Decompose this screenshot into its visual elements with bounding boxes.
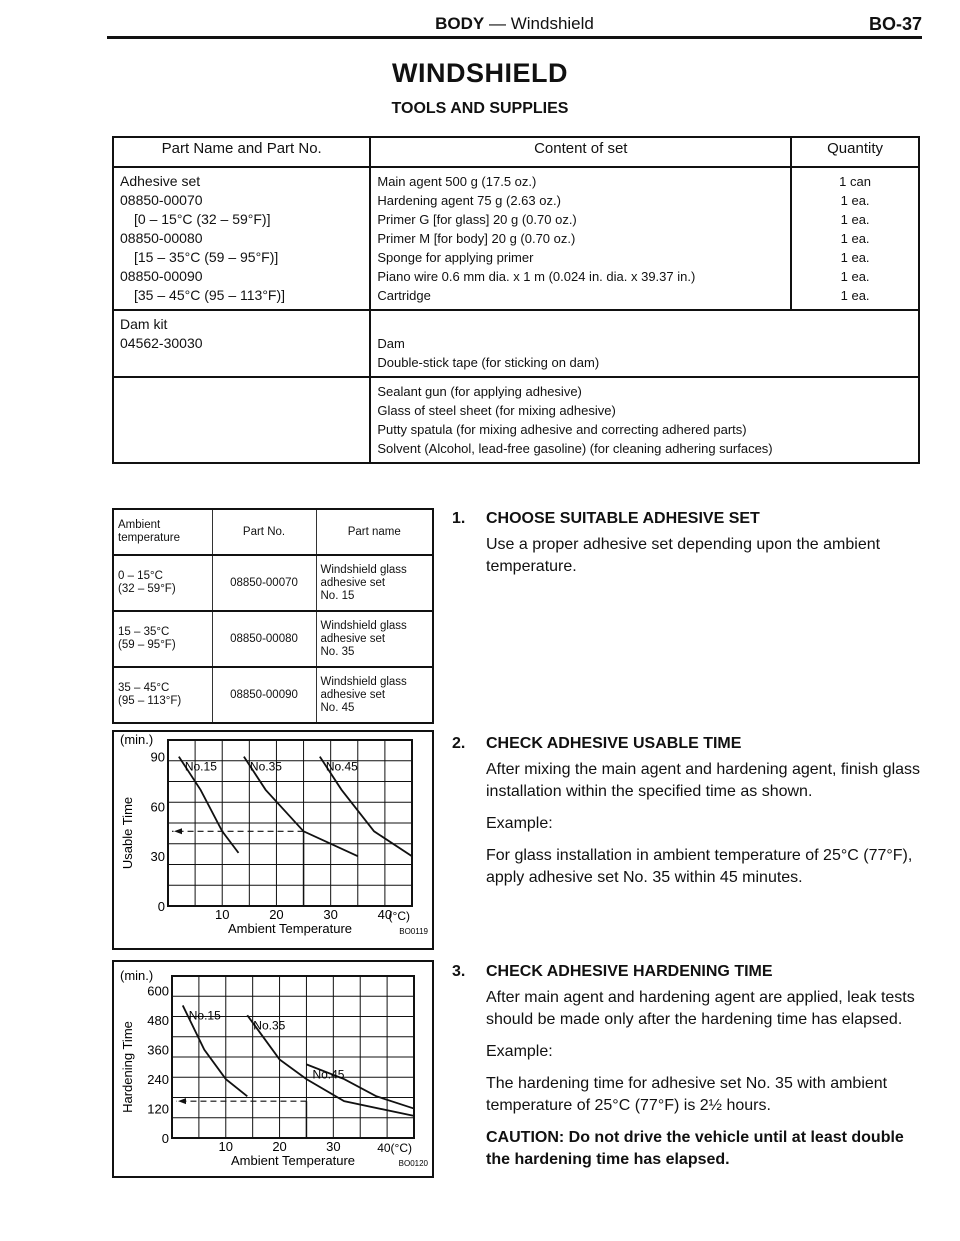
x-unit-label: 40(°C)	[377, 1141, 412, 1155]
ambient-table-box	[112, 508, 434, 724]
step-paragraph: Example:	[486, 815, 553, 832]
series-label: No.35	[253, 1018, 286, 1033]
y-tick-label: 120	[147, 1101, 169, 1117]
temp-celsius: 35 – 45°C	[118, 682, 170, 694]
part-line: 08850-00070	[120, 192, 203, 208]
content-line: Double-stick tape (for sticking on dam)	[377, 355, 600, 370]
content-line: Hardening agent 75 g (2.63 oz.)	[377, 193, 561, 208]
step-number: 2.	[452, 735, 466, 752]
step-heading: CHECK ADHESIVE HARDENING TIME	[486, 963, 773, 980]
misc-part-cell	[113, 377, 370, 463]
step-paragraph: For glass installation in ambient temperature of 25°C (77°F), apply adhesive set No. 35 within 45 minutes.	[486, 847, 913, 886]
adhesive-part-cell	[113, 167, 370, 310]
part-name-line: adhesive set	[320, 688, 386, 701]
part-name-line: No. 45	[320, 701, 355, 714]
part-line: Adhesive set	[120, 173, 201, 189]
y-tick-label: 240	[147, 1072, 169, 1088]
content-line: Primer G [for glass] 20 g (0.70 oz.)	[377, 212, 577, 227]
content-line: Piano wire 0.6 mm dia. x 1 m (0.024 in. dia. x 39.37 in.)	[377, 269, 696, 284]
temp-celsius: 15 – 35°C	[118, 626, 170, 638]
temp-cell	[114, 667, 212, 722]
step-number: 3.	[452, 963, 466, 980]
part-name-line: No. 35	[320, 645, 355, 658]
temp-fahrenheit: (59 – 95°F)	[118, 639, 176, 651]
step-1	[452, 508, 922, 588]
step-number: 1.	[452, 510, 466, 527]
usable-time-chart-svg	[114, 732, 432, 948]
step-3	[452, 961, 922, 1181]
series-label: No.45	[325, 759, 358, 774]
misc-content-cell	[370, 377, 919, 463]
tools-header-row	[113, 137, 919, 167]
qty-line: 1 ea.	[840, 212, 870, 227]
series-label: No.45	[312, 1067, 345, 1082]
part-name-cell	[316, 611, 432, 667]
page-subtitle: TOOLS AND SUPPLIES	[391, 100, 569, 117]
content-line: Cartridge	[377, 288, 431, 303]
x-unit-label: (°C)	[388, 909, 410, 923]
qty-line: 1 can	[839, 174, 871, 189]
unit-label: (min.)	[120, 968, 154, 983]
page-number: BO-37	[868, 14, 922, 34]
header-part-no: Part No.	[212, 510, 316, 555]
x-tick-label: 30	[326, 1139, 341, 1154]
part-name-line: Windshield glass	[320, 675, 407, 688]
part-line: 08850-00090	[120, 268, 203, 284]
part-line: [15 – 35°C (59 – 95°F)]	[134, 249, 279, 265]
x-tick-label: 20	[269, 907, 284, 922]
qty-line: 1 ea.	[840, 250, 870, 265]
header-ambient-temp: Ambient temperature	[114, 510, 212, 555]
hardening-time-chart	[112, 960, 434, 1178]
series-label: No.35	[249, 759, 282, 774]
step-2	[452, 733, 922, 899]
part-name-line: Windshield glass	[320, 619, 407, 632]
unit-label: (min.)	[120, 732, 154, 747]
section-name: BODY	[435, 14, 485, 33]
series-label: No.15	[188, 1008, 221, 1023]
x-axis-label: Ambient Temperature	[230, 1153, 356, 1168]
part-name-line: Windshield glass	[320, 563, 407, 576]
y-tick-label: 600	[147, 983, 169, 999]
usable-time-chart	[112, 730, 434, 950]
y-tick-label: 360	[147, 1042, 169, 1058]
part-no-cell: 08850-00090	[212, 667, 316, 722]
step-heading: CHECK ADHESIVE USABLE TIME	[486, 735, 742, 752]
temp-cell	[114, 611, 212, 667]
ambient-row	[114, 555, 432, 611]
y-tick-label: 60	[150, 799, 165, 815]
series-label: No.15	[184, 759, 217, 774]
temp-fahrenheit: (95 – 113°F)	[118, 695, 182, 707]
x-axis-label: Ambient Temperature	[227, 921, 353, 936]
part-name-line: No. 15	[320, 589, 355, 602]
step-paragraph: The hardening time for adhesive set No. 35 with ambient temperature of 25°C (77°F) is 2½ hours.	[486, 1075, 888, 1114]
dam-part-cell	[113, 310, 370, 377]
ambient-header-row	[114, 510, 432, 555]
part-name-line: adhesive set	[320, 632, 386, 645]
x-tick-label: 30	[323, 907, 338, 922]
y-tick-label: 0	[157, 899, 165, 914]
temp-cell	[114, 555, 212, 611]
y-tick-label: 0	[161, 1131, 169, 1146]
part-no-cell: 08850-00080	[212, 611, 316, 667]
y-axis-label: Usable Time	[120, 796, 135, 870]
x-tick-label: 10	[214, 907, 230, 922]
running-title	[107, 14, 922, 34]
x-tick-label: 20	[272, 1139, 287, 1154]
page-title: WINDSHIELD	[392, 58, 568, 88]
adhesive-qty-cell	[791, 167, 919, 310]
step-paragraph: After main agent and hardening agent are applied, leak tests should be made only after the hardening time has elapsed.	[486, 989, 915, 1028]
temp-celsius: 0 – 15°C	[118, 570, 163, 582]
part-line: 08850-00080	[120, 230, 203, 246]
x-tick-label: 40	[377, 907, 393, 922]
temp-fahrenheit: (32 – 59°F)	[118, 583, 176, 595]
dam-row	[113, 310, 919, 377]
page-header	[107, 14, 922, 36]
figure-code: BO0120	[398, 1159, 428, 1168]
content-line: Sealant gun (for applying adhesive)	[377, 384, 582, 399]
step-paragraph: Example:	[486, 1043, 553, 1060]
content-line: Glass of steel sheet (for mixing adhesive)	[377, 403, 616, 418]
header-quantity: Quantity	[791, 137, 919, 167]
step-paragraph: After mixing the main agent and hardening agent, finish glass installation within the specified time as shown.	[486, 761, 921, 800]
misc-row	[113, 377, 919, 463]
header-part-name: Part Name and Part No.	[113, 137, 370, 167]
y-tick-label: 30	[150, 849, 165, 865]
title-separator: —	[488, 14, 506, 33]
header-rule	[107, 36, 922, 39]
part-no-cell: 08850-00070	[212, 555, 316, 611]
header-content: Content of set	[370, 137, 791, 167]
adhesive-row	[113, 167, 919, 310]
subject-name: Windshield	[510, 14, 594, 33]
content-line: Putty spatula (for mixing adhesive and correcting adhered parts)	[377, 422, 747, 437]
content-line: Sponge for applying primer	[377, 250, 534, 265]
part-name-cell	[316, 667, 432, 722]
x-tick-label: 10	[218, 1139, 234, 1154]
ambient-row	[114, 667, 432, 722]
step-paragraph: Use a proper adhesive set depending upon the ambient temperature.	[486, 536, 881, 575]
qty-line: 1 ea.	[840, 193, 870, 208]
y-tick-label: 90	[150, 749, 165, 765]
part-line: 04562-30030	[120, 335, 203, 351]
dam-content-cell	[370, 310, 919, 377]
figure-code: BO0119	[399, 927, 428, 936]
y-tick-label: 480	[147, 1013, 169, 1029]
qty-line: 1 ea.	[840, 231, 870, 246]
part-name-line: adhesive set	[320, 576, 386, 589]
qty-line: 1 ea.	[840, 288, 870, 303]
ambient-row	[114, 611, 432, 667]
header-part-name: Part name	[316, 510, 432, 555]
y-axis-label: Hardening Time	[120, 1021, 135, 1113]
ambient-table	[114, 510, 432, 722]
hardening-time-chart-svg	[114, 962, 432, 1176]
example-arrow	[174, 828, 182, 834]
content-line: Primer M [for body] 20 g (0.70 oz.)	[377, 231, 576, 246]
example-arrow	[178, 1098, 186, 1104]
part-line: Dam kit	[120, 316, 168, 332]
content-line: Main agent 500 g (17.5 oz.)	[377, 174, 537, 189]
adhesive-content-cell	[370, 167, 791, 310]
tools-table	[112, 136, 920, 464]
part-line: [35 – 45°C (95 – 113°F)]	[134, 287, 286, 303]
caution-note: CAUTION: Do not drive the vehicle until at least double the hardening time has elapsed.	[486, 1129, 904, 1168]
content-line: Solvent (Alcohol, lead-free gasoline) (for cleaning adhering surfaces)	[377, 441, 773, 456]
step-heading: CHOOSE SUITABLE ADHESIVE SET	[486, 510, 760, 527]
part-line: [0 – 15°C (32 – 59°F)]	[134, 211, 271, 227]
content-line: Dam	[377, 336, 405, 351]
part-name-cell	[316, 555, 432, 611]
qty-line: 1 ea.	[840, 269, 870, 284]
